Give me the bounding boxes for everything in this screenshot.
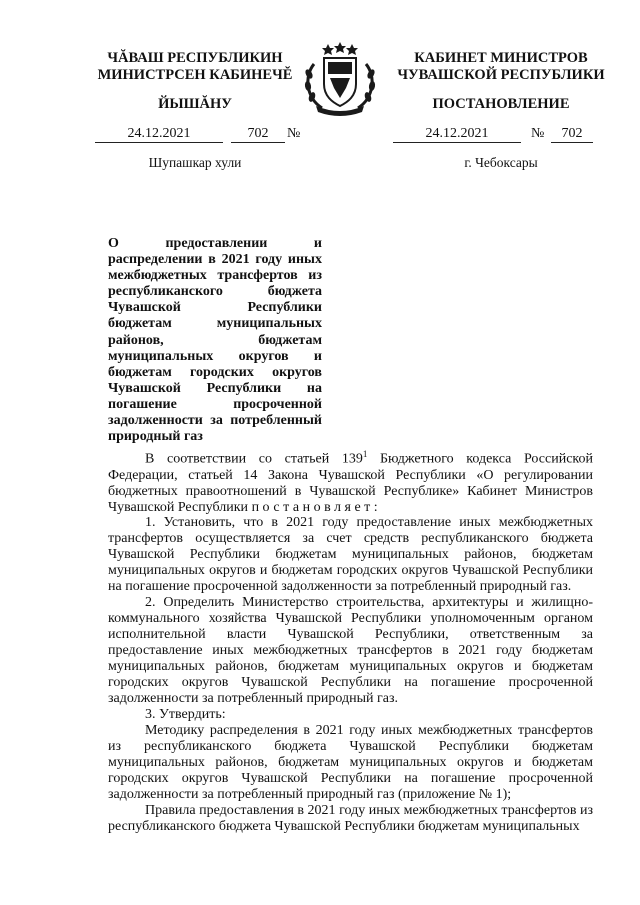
document-title: О предоставлении и распределении в 2021 году иных межбюджетных трансфертов из республиканского бюджета Чувашской Республики бюджетам муниципальных районов, бюджетам муниципальных округов и бюджетам городских округов Чувашской Республики на погашение просроченной задолженности за потребленный природный газ [108, 236, 322, 445]
header-right-line1: КАБИНЕТ МИНИСТРОВ [414, 50, 588, 66]
decree-word: постановляет: [251, 499, 382, 515]
registration-right [393, 126, 603, 144]
number-field-left: 702 [231, 126, 285, 143]
header-left-line2: МИНИСТРСЕН КАБИНЕЧĔ [97, 67, 293, 83]
header-left-line1: ЧĂВАШ РЕСПУБЛИКИН [107, 50, 283, 66]
doc-type-left: ЙЫШĂНУ [158, 96, 232, 112]
number-sign-left: № [287, 126, 301, 141]
number-field-right: 702 [551, 126, 593, 143]
date-field-right: 24.12.2021 [393, 126, 521, 143]
document-body [108, 447, 593, 835]
place-left: Шупашкар хули [148, 155, 242, 170]
paragraph-3b: Правила предоставления в 2021 году иных межбюджетных трансфертов из республиканского бюджета Чувашской Республики бюджетам муниципальных [108, 802, 593, 834]
registration-left [95, 126, 325, 144]
header-right-line2: ЧУВАШСКОЙ РЕСПУБЛИКИ [397, 67, 605, 83]
header-right [370, 50, 632, 84]
paragraph-3a: Методику распределения в 2021 году иных межбюджетных трансфертов из республиканского бюджета Чувашской Республики бюджетам муниципальных районов, бюджетам муниципальных округов и бюджетам городских округов Чувашской Республики на погашение просроченной задолженности за потребленный природный газ (приложение № 1); [108, 722, 593, 802]
place-right: г. Чебоксары [464, 155, 538, 170]
header-left [70, 50, 320, 84]
date-field-left: 24.12.2021 [95, 126, 223, 143]
number-sign-right: № [531, 126, 545, 141]
paragraph-2: 2. Определить Министерство строительства, архитектуры и жилищно-коммунального хозяйства Чувашской Республики уполномоченным органом исполнительной власти Чувашской Республики, ответственным за предоставление иных межбюджетных трансфертов в 2021 году бюджетам муниципальных районов, бюджетам муниципальных округов и бюджетам городских округов Чувашской Республики на погашение просроченной задолженности за потребленный природный газ. [108, 595, 593, 706]
doc-type-right: ПОСТАНОВЛЕНИЕ [432, 96, 570, 112]
intro-paragraph: В соответствии со статьей $139^1$ Бюджетного кодекса Российской Федерации, статьей 14 Закона Чувашской Республики «О регулировании бюджетных правоотношений в Чувашской Республике» Кабинет Министров Чувашской Республики постановляет: [108, 449, 593, 515]
paragraph-3: 3. Утвердить: [145, 706, 226, 722]
paragraph-1: 1. Установить, что в 2021 году предоставление иных межбюджетных трансфертов осуществляется за счет средств республиканского бюджета Чувашской Республики бюджетам муниципальных районов, бюджетам муниципальных округов и бюджетам городских округов Чувашской Республики на погашение просроченной задолженности за потребленный природный газ. [108, 515, 593, 595]
superscript: 1 [362, 449, 368, 459]
